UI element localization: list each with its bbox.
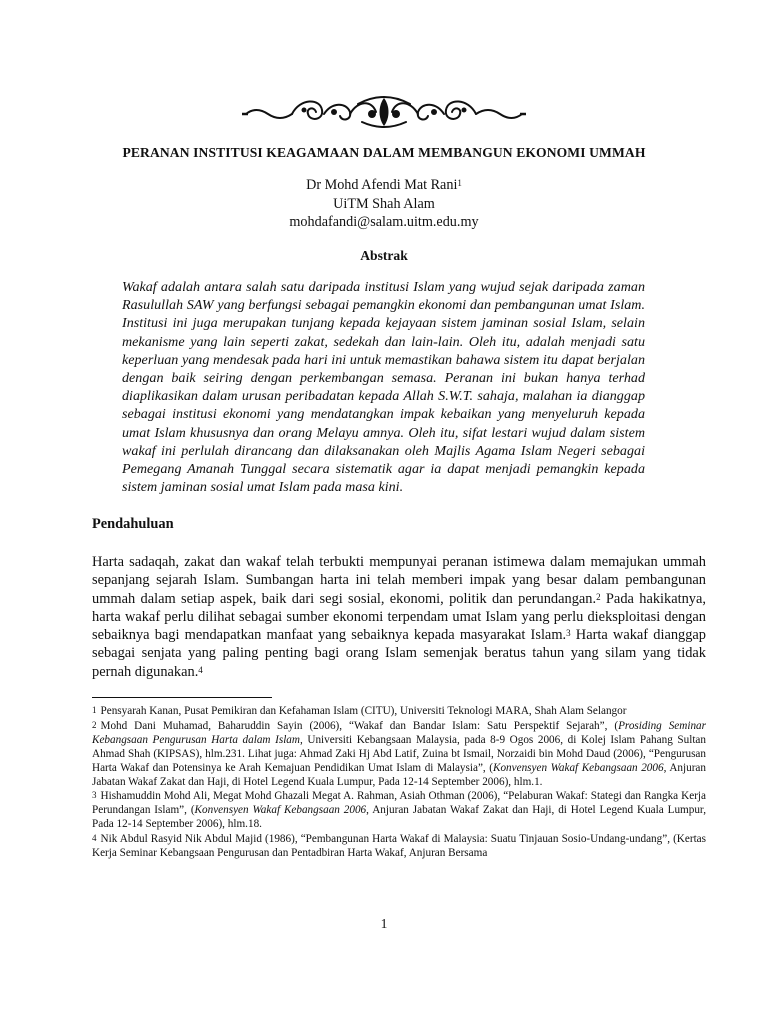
- footnote-text: Pensyarah Kanan, Pusat Pemikiran dan Kefahaman Islam (CITU), Universiti Teknologi MARA, Shah Alam Selangor: [100, 705, 627, 717]
- decorative-flourish-icon: [242, 92, 526, 132]
- page-number: 1: [380, 916, 388, 931]
- footnote-text: Universiti Kebangsaan Malaysia, pada 8-9 Ogos 2006, di Kolej Islam Pahang Sultan Ahmad Shah (KIPSAS), hlm.231. Lihat juga: Ahmad Zaki Hj Abd Latif, Zuina bt Ismail, Norzaidi bin Mohd Daud (2006), “Pengurusan Harta Wakaf dan Potensinya ke Arah Kemajuan Pendidikan Umat Islam di Malaysia”, (: [92, 733, 706, 774]
- footnote-number: 3: [92, 790, 97, 801]
- footnote-text: Hishamuddin Mohd Ali, Megat Mohd Ghazali Megat A. Rahman, Asiah Othman (2006), “Pelaburan Wakaf: Stategi dan Rangka Kerja Perundangan Islam”, (: [92, 790, 706, 817]
- footnote-ref-3: 3: [566, 628, 571, 639]
- footnote: [92, 790, 706, 832]
- footnote-number: 2: [92, 719, 97, 730]
- body-paragraph: [92, 553, 706, 681]
- footnote-italic-text: Konvensyen Wakaf Kebangsaan 2006: [493, 761, 664, 774]
- footnote-text: Nik Abdul Rasyid Nik Abdul Majid (1986), “Pembangunan Harta Wakaf di Malaysia: Suatu Tinjauan Sosio-Undang-undang”, (Kertas Kerja Seminar Kebangsaan Pengurusan dan Pentadbiran Harta Wakaf, Anjuran Bersama: [92, 833, 706, 860]
- author-name-line: [60, 176, 708, 195]
- body-text-part-1: Harta sadaqah, zakat dan wakaf telah terbukti mempunyai peranan istimewa dalam memajukan ummah sepanjang sejarah Islam. Sumbangan harta ini telah memberi impak yang besar dalam pembangunan ummah dalam setiap aspek, baik dari segi sosial, ekonomi, politik dan perundangan.: [92, 554, 706, 607]
- footnote-text: , Anjuran Jabatan Wakaf Zakat dan Haji, di Hotel Legend Kuala Lumpur, Pada 12-14 September 2006), hlm.18.: [92, 804, 706, 831]
- footnote-text: Mohd Dani Muhamad, Baharuddin Sayin (2006), “Wakaf dan Bandar Islam: Satu Perspektif Sejarah”, (: [100, 719, 619, 732]
- footnote: [92, 705, 706, 719]
- section-heading: Pendahuluan: [92, 516, 174, 532]
- body-text-part-2: Pada hakikatnya, harta wakaf perlu dilihat sebagai sumber ekonomi terpendam umat Islam yang perlu dieksploitasi dengan sebaiknya bagi mendapatkan manfaat yang sebaiknya kepada masyarakat Islam.: [92, 590, 706, 644]
- footnote-text: , Anjuran Jabatan Wakaf Zakat dan Haji, di Hotel Legend Kuala Lumpur, Pada 12-14 September 2006), hlm.1.: [92, 761, 706, 788]
- body-text-part-3: Harta wakaf dianggap sebagai senjata yang paling penting bagi orang Islam semenjak beratus tahun yang silam yang tidak pernah digunakan.: [92, 627, 707, 680]
- footnote-divider: [92, 697, 272, 698]
- footnote: [92, 720, 706, 790]
- author-email: mohdafandi@salam.uitm.edu.my: [289, 214, 479, 230]
- abstract-text: Wakaf adalah antara salah satu daripada institusi Islam yang wujud sejak daripada zaman Rasulullah SAW yang berfungsi sebagai pemangkin ekonomi dan pembangunan umat Islam. Institusi ini juga merupakan tunjang kepada kejayaan sistem jaminan sosial Islam, selain mekanisme yang lain seperti zakat, sedekah dan lain-lain. Oleh itu, adalah menjadi satu keperluan yang mendesak pada hari ini untuk memastikan bahawa sistem itu dapat berjalan dengan baik seiring dengan perkembangan semasa. Peranan ini bukan hanya terhad diaplikasikan dalam urusan peribadatan kepada Allah S.W.T. sahaja, malahan ia dianggap sebagai institusi ekonomi yang mendatangkan impak kebaikan yang menyeluruh kepada umat Islam khususnya dan orang Melayu amnya. Oleh itu, sifat lestari wujud dalam sistem wakaf ini perlulah dirancang dan dilaksanakan oleh Majlis Agama Islam Negeri sebagai Pemegang Amanah Tunggal secara sistematik agar ia dapat menjadi pemangkin kepada sistem jaminan sosial umat Islam pada masa kini.: [122, 279, 645, 496]
- footnote-italic-text: Prosiding Seminar Kebangsaan Pengurusan Harta dalam Islam,: [92, 719, 706, 746]
- footnote: [92, 833, 706, 861]
- footnote-number: 1: [92, 705, 97, 715]
- footnote-ref-1: 1: [457, 178, 462, 188]
- footnote-ref-4: 4: [198, 664, 203, 675]
- footnotes: [92, 705, 706, 862]
- author-block: [60, 176, 708, 232]
- footnote-number: 4: [92, 833, 97, 844]
- paper-title: PERANAN INSTITUSI KEAGAMAAN DALAM MEMBANGUN EKONOMI UMMAH: [122, 145, 646, 160]
- footnote-italic-text: Konvensyen Wakaf Kebangsaan 2006: [194, 804, 367, 817]
- abstract-heading: Abstrak: [360, 248, 408, 263]
- footnote-ref-2: 2: [596, 591, 601, 602]
- author-name: Dr Mohd Afendi Mat Rani: [306, 177, 458, 193]
- author-affiliation: UiTM Shah Alam: [333, 195, 435, 212]
